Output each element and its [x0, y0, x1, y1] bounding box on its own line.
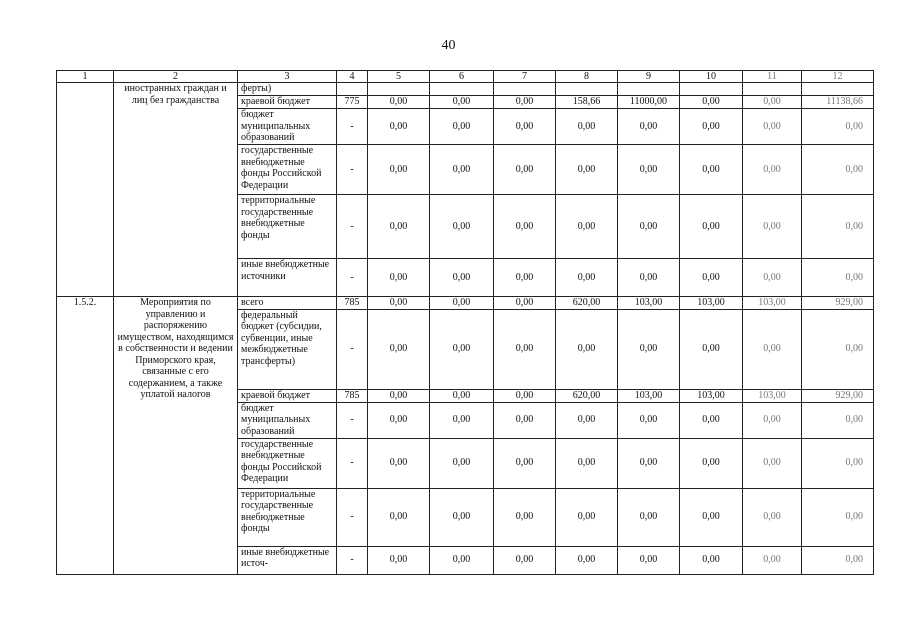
block1-body	[57, 83, 874, 297]
value-cell: 0,00	[556, 309, 618, 389]
code-cell: -	[337, 309, 368, 389]
value-cell: 0,00	[430, 195, 494, 259]
value-cell: 0,00	[618, 546, 680, 574]
value-cell: 0,00	[802, 402, 874, 438]
column-header: 10	[680, 71, 743, 83]
value-cell: 0,00	[743, 438, 802, 488]
column-header: 2	[114, 71, 238, 83]
value-cell: 0,00	[494, 195, 556, 259]
value-cell: 0,00	[743, 195, 802, 259]
code-cell: -	[337, 402, 368, 438]
value-cell	[802, 83, 874, 96]
page-number: 40	[441, 38, 456, 53]
value-cell: 0,00	[743, 546, 802, 574]
value-cell: 0,00	[430, 96, 494, 109]
value-cell: 0,00	[618, 195, 680, 259]
value-cell: 0,00	[618, 109, 680, 145]
value-cell: 0,00	[430, 109, 494, 145]
value-cell: 0,00	[368, 109, 430, 145]
value-cell: 0,00	[680, 96, 743, 109]
column-header: 6	[430, 71, 494, 83]
value-cell: 0,00	[430, 389, 494, 402]
value-cell: 0,00	[802, 145, 874, 195]
value-cell: 0,00	[618, 145, 680, 195]
funding-source: государственные внебюджетные фонды Российской Федерации	[238, 438, 337, 488]
value-cell: 0,00	[368, 309, 430, 389]
value-cell: 11138,66	[802, 96, 874, 109]
value-cell: 0,00	[680, 309, 743, 389]
funding-source: бюджет муниципальных образований	[238, 402, 337, 438]
funding-source: всего	[238, 297, 337, 310]
value-cell: 0,00	[368, 546, 430, 574]
value-cell: 0,00	[680, 546, 743, 574]
value-cell: 0,00	[556, 145, 618, 195]
value-cell: 103,00	[618, 389, 680, 402]
value-cell: 0,00	[430, 438, 494, 488]
funding-source: ферты)	[238, 83, 337, 96]
code-cell	[337, 83, 368, 96]
funding-source: бюджет муниципальных образований	[238, 109, 337, 145]
code-cell: -	[337, 259, 368, 297]
value-cell: 0,00	[556, 546, 618, 574]
value-cell: 0,00	[618, 259, 680, 297]
value-cell: 0,00	[743, 309, 802, 389]
value-cell: 0,00	[743, 488, 802, 546]
value-cell	[494, 83, 556, 96]
column-header: 11	[743, 71, 802, 83]
value-cell: 0,00	[802, 109, 874, 145]
value-cell: 0,00	[368, 488, 430, 546]
column-header: 9	[618, 71, 680, 83]
column-header: 12	[802, 71, 874, 83]
value-cell: 0,00	[680, 488, 743, 546]
value-cell	[743, 83, 802, 96]
value-cell: 0,00	[618, 402, 680, 438]
value-cell: 11000,00	[618, 96, 680, 109]
value-cell: 0,00	[494, 309, 556, 389]
value-cell: 0,00	[680, 145, 743, 195]
value-cell: 0,00	[802, 438, 874, 488]
value-cell: 0,00	[743, 145, 802, 195]
value-cell: 0,00	[556, 438, 618, 488]
funding-source: государственные внебюджетные фонды Российской Федерации	[238, 145, 337, 195]
table-row	[57, 83, 874, 96]
code-cell: -	[337, 195, 368, 259]
value-cell: 0,00	[368, 389, 430, 402]
value-cell: 0,00	[430, 402, 494, 438]
funding-source: краевой бюджет	[238, 389, 337, 402]
value-cell: 0,00	[368, 259, 430, 297]
code-cell: -	[337, 109, 368, 145]
value-cell: 0,00	[618, 488, 680, 546]
column-numbers-row	[57, 71, 874, 83]
value-cell: 0,00	[494, 96, 556, 109]
value-cell: 103,00	[743, 389, 802, 402]
value-cell: 0,00	[494, 546, 556, 574]
value-cell	[368, 83, 430, 96]
value-cell: 0,00	[743, 96, 802, 109]
value-cell: 0,00	[680, 402, 743, 438]
value-cell: 0,00	[494, 389, 556, 402]
value-cell: 0,00	[802, 195, 874, 259]
code-cell: -	[337, 488, 368, 546]
value-cell: 929,00	[802, 389, 874, 402]
value-cell: 0,00	[368, 438, 430, 488]
value-cell: 0,00	[430, 145, 494, 195]
column-header: 8	[556, 71, 618, 83]
value-cell: 0,00	[494, 145, 556, 195]
value-cell: 158,66	[556, 96, 618, 109]
value-cell: 0,00	[368, 145, 430, 195]
value-cell: 620,00	[556, 297, 618, 310]
value-cell: 103,00	[743, 297, 802, 310]
value-cell: 0,00	[743, 402, 802, 438]
value-cell: 0,00	[368, 96, 430, 109]
value-cell: 0,00	[680, 259, 743, 297]
value-cell: 0,00	[802, 259, 874, 297]
funding-source: территориальные государственные внебюджетные фонды	[238, 488, 337, 546]
column-header: 3	[238, 71, 337, 83]
value-cell: 0,00	[430, 546, 494, 574]
code-cell: 785	[337, 389, 368, 402]
value-cell: 0,00	[618, 438, 680, 488]
value-cell: 103,00	[618, 297, 680, 310]
column-header: 5	[368, 71, 430, 83]
measure-name: Мероприятия по управлению и распоряжению имуществом, находящимся в собственности и ведении Приморского края, связанные с его содержанием, а также уплатой налогов	[114, 297, 238, 575]
value-cell: 0,00	[680, 438, 743, 488]
funding-source: иные внебюджетные источники	[238, 259, 337, 297]
value-cell: 103,00	[680, 297, 743, 310]
value-cell: 0,00	[494, 259, 556, 297]
value-cell: 0,00	[743, 109, 802, 145]
column-header: 1	[57, 71, 114, 83]
funding-source: иные внебюджетные источ-	[238, 546, 337, 574]
value-cell: 0,00	[556, 488, 618, 546]
code-cell: -	[337, 438, 368, 488]
measure-name: иностранных граждан и лиц без гражданства	[114, 83, 238, 297]
value-cell: 0,00	[556, 402, 618, 438]
value-cell: 103,00	[680, 389, 743, 402]
value-cell	[430, 83, 494, 96]
value-cell: 0,00	[494, 438, 556, 488]
value-cell: 0,00	[556, 109, 618, 145]
value-cell: 0,00	[680, 195, 743, 259]
value-cell: 0,00	[494, 402, 556, 438]
table-row	[57, 297, 874, 310]
value-cell: 0,00	[494, 109, 556, 145]
value-cell: 0,00	[494, 297, 556, 310]
code-cell: 785	[337, 297, 368, 310]
measure-number	[57, 83, 114, 297]
budget-table	[56, 70, 874, 575]
funding-source: федеральный бюджет (субсидии, субвенции, иные межбюджетные трансферты)	[238, 309, 337, 389]
value-cell: 0,00	[494, 488, 556, 546]
column-header: 7	[494, 71, 556, 83]
funding-source: краевой бюджет	[238, 96, 337, 109]
value-cell: 0,00	[743, 259, 802, 297]
value-cell	[618, 83, 680, 96]
value-cell: 0,00	[802, 309, 874, 389]
value-cell	[680, 83, 743, 96]
value-cell: 0,00	[802, 488, 874, 546]
code-cell: 775	[337, 96, 368, 109]
block2-body	[57, 297, 874, 575]
value-cell: 0,00	[430, 488, 494, 546]
value-cell: 0,00	[618, 309, 680, 389]
column-header: 4	[337, 71, 368, 83]
funding-source: территориальные государственные внебюджетные фонды	[238, 195, 337, 259]
measure-number: 1.5.2.	[57, 297, 114, 575]
value-cell: 0,00	[802, 546, 874, 574]
value-cell: 620,00	[556, 389, 618, 402]
code-cell: -	[337, 546, 368, 574]
value-cell: 0,00	[368, 297, 430, 310]
value-cell: 0,00	[430, 297, 494, 310]
value-cell: 0,00	[556, 259, 618, 297]
value-cell: 0,00	[680, 109, 743, 145]
value-cell: 0,00	[368, 402, 430, 438]
value-cell: 0,00	[556, 195, 618, 259]
value-cell: 0,00	[368, 195, 430, 259]
value-cell: 929,00	[802, 297, 874, 310]
code-cell: -	[337, 145, 368, 195]
value-cell: 0,00	[430, 309, 494, 389]
value-cell	[556, 83, 618, 96]
value-cell: 0,00	[430, 259, 494, 297]
